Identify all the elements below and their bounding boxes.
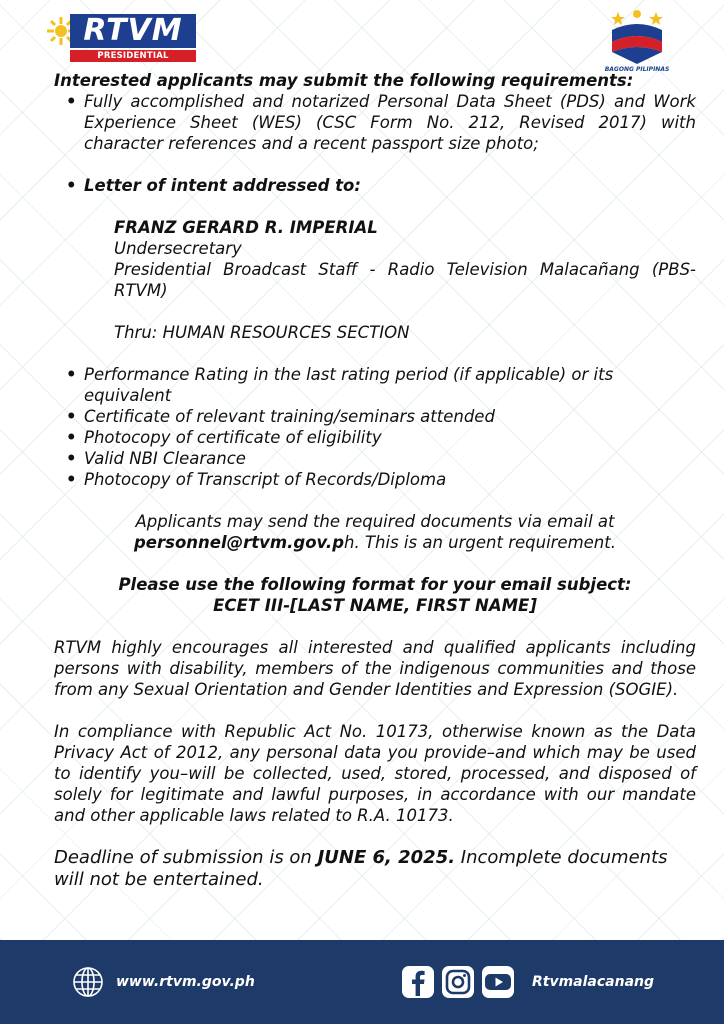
requirement-item: • Performance Rating in the last rating period (if applicable) or its equivalent <box>84 364 696 406</box>
addressee-block <box>114 217 696 343</box>
website-text: www.rtvm.gov.ph <box>116 974 255 990</box>
email-note <box>54 511 696 553</box>
requirements-list-top <box>54 91 696 154</box>
social-handle[interactable]: Rtvmalacanang <box>532 974 655 990</box>
deadline-paragraph <box>54 847 696 891</box>
requirement-item: • Certificate of relevant training/seminars attended <box>84 406 696 427</box>
encouragement-paragraph: RTVM highly encourages all interested and qualified applicants including persons with disability, members of the indigenous communities and those from any Sexual Orientation and Gender Identities and Expression (SOGIE). <box>54 638 696 699</box>
requirement-pds: • Fully accomplished and notarized Personal Data Sheet (PDS) and Work Experience Sheet (WES) (CSC Form No. 212, Revised 2017) with character references and a recent passport size photo; <box>84 91 696 154</box>
email-subject-format <box>54 574 696 616</box>
requirement-letter: • Letter of intent addressed to: <box>84 175 696 196</box>
globe-icon <box>72 966 104 998</box>
deadline-date: JUNE 6, 2025. <box>317 847 456 868</box>
youtube-icon[interactable] <box>482 966 514 998</box>
email-note-rest: h. This is an urgent requirement. <box>344 533 616 552</box>
facebook-icon[interactable] <box>402 966 434 998</box>
document-body <box>54 70 696 891</box>
email-address-link[interactable]: personnel@rtvm.gov.p <box>134 533 345 552</box>
addressee-thru: Thru: HUMAN RESOURCES SECTION <box>114 323 410 342</box>
requirements-list-letter <box>54 175 696 196</box>
bagong-pilipinas-logo <box>604 8 670 76</box>
bagong-pilipinas-caption: BAGONG PILIPINAS <box>604 66 670 73</box>
requirement-item: • Photocopy of Transcript of Records/Diploma <box>84 469 696 490</box>
requirement-item: • Valid NBI Clearance <box>84 448 696 469</box>
bagong-pilipinas-emblem-icon <box>604 8 670 66</box>
deadline-suffix: Incomplete documents will not be entertained. <box>54 847 668 890</box>
rtvm-logo <box>46 13 198 73</box>
deadline-prefix: Deadline of submission is on <box>54 847 318 868</box>
social-links <box>402 966 654 998</box>
requirements-list-rest <box>54 364 696 490</box>
logo-wordmark: RTVM <box>70 14 196 48</box>
logo-tagline: PRESIDENTIAL BROADCAST <box>70 50 196 62</box>
privacy-paragraph: In compliance with Republic Act No. 10173, otherwise known as the Data Privacy Act of 2012, any personal data you provide–and which may be used to identify you–will be collected, used, stored, processed, and disposed of solely for legitimate and lawful purposes, in accordance with our mandate and other applicable laws related to R.A. 10173. <box>54 722 696 825</box>
requirement-item: • Photocopy of certificate of eligibility <box>84 427 696 448</box>
email-note-line2 <box>54 532 696 553</box>
subject-line2: ECET III-[LAST NAME, FIRST NAME] <box>213 596 537 615</box>
website-link[interactable] <box>72 966 255 998</box>
footer-bar <box>0 940 724 1024</box>
subject-line1: Please use the following format for your email subject: <box>118 575 632 594</box>
addressee-office: Presidential Broadcast Staff - Radio Television Malacañang (PBS-RTVM) <box>114 260 696 300</box>
requirements-heading: Interested applicants may submit the following requirements: <box>54 71 634 90</box>
instagram-icon[interactable] <box>442 966 474 998</box>
email-note-line1: Applicants may send the required documents via email at <box>135 512 615 531</box>
addressee-title: Undersecretary <box>114 239 242 258</box>
addressee-name: FRANZ GERARD R. IMPERIAL <box>114 218 378 237</box>
